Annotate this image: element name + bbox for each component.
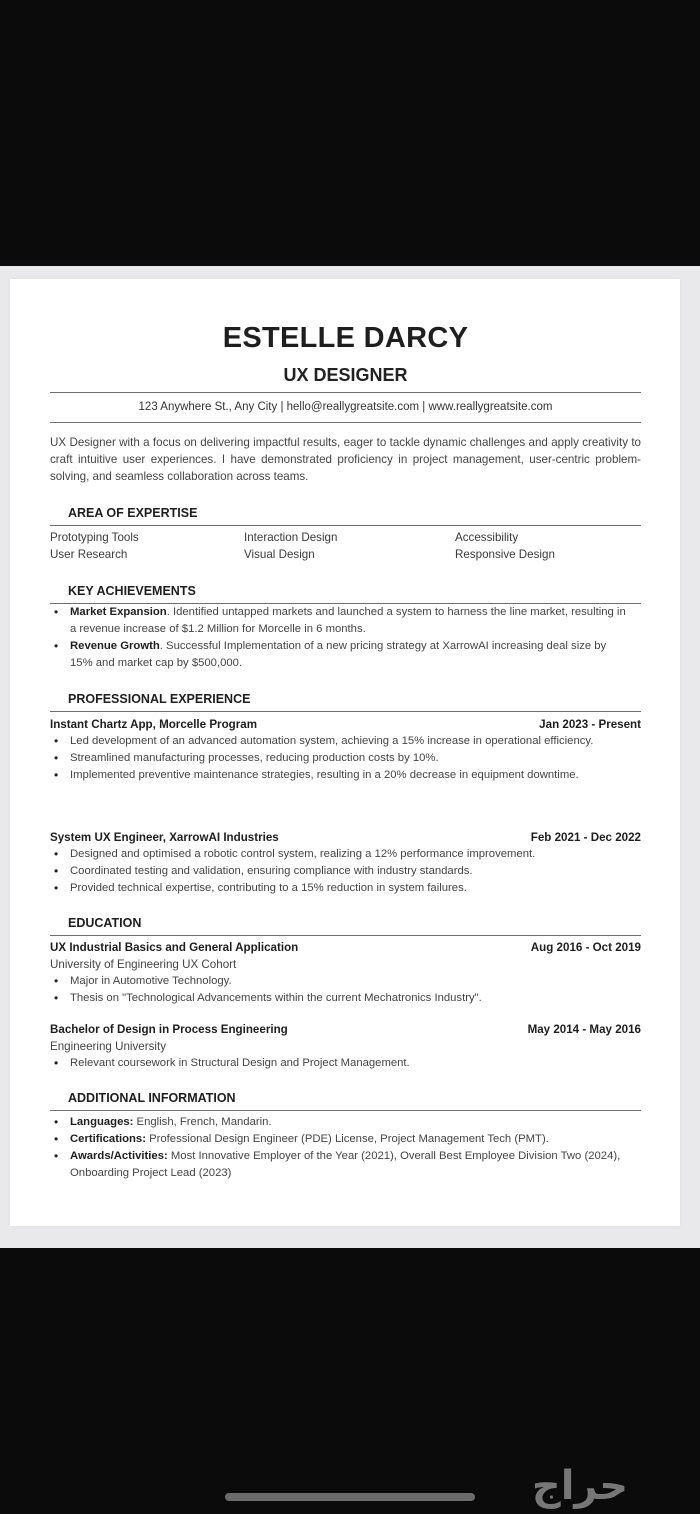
expertise-item: Responsive Design bbox=[455, 548, 555, 561]
degree: UX Industrial Basics and General Application bbox=[50, 941, 299, 954]
degree: Bachelor of Design in Process Engineering bbox=[50, 1023, 288, 1036]
job-role: Instant Chartz App, Morcelle Program bbox=[50, 718, 258, 731]
home-indicator-bar[interactable] bbox=[225, 1493, 475, 1501]
education-header bbox=[50, 1021, 641, 1038]
education-header bbox=[50, 939, 641, 956]
school: University of Engineering UX Cohort bbox=[50, 958, 237, 971]
additional-text: Most Innovative Employer of the Year (2021), Overall Best Employee Division Two (2024), Onboarding Project Lead (2023) bbox=[70, 1150, 621, 1179]
job-bullets bbox=[50, 846, 630, 897]
job-bullet: • Led development of an advanced automation system, achieving a 15% increase in operational efficiency. bbox=[70, 733, 630, 750]
additional-label: Certifications: bbox=[70, 1133, 146, 1145]
achievements-list bbox=[50, 604, 630, 672]
job-bullet: • Streamlined manufacturing processes, reducing production costs by 10%. bbox=[70, 750, 630, 767]
expertise-column bbox=[50, 529, 139, 563]
contact-info: 123 Anywhere St., Any City | hello@reallygreatsite.com | www.reallygreatsite.com bbox=[138, 401, 553, 413]
expertise-item: User Research bbox=[50, 548, 128, 561]
education-bullet: • Relevant coursework in Structural Design and Project Management. bbox=[70, 1055, 630, 1072]
job-header bbox=[50, 716, 641, 733]
haraj-watermark-logo: حراج bbox=[531, 1463, 629, 1509]
education-bullets bbox=[50, 1055, 630, 1072]
additional-item bbox=[70, 1114, 630, 1131]
job-bullet: • Implemented preventive maintenance strategies, resulting in a 20% decrease in equipment downtime. bbox=[70, 767, 630, 784]
expertise-column bbox=[244, 529, 337, 563]
section-heading-additional: ADDITIONAL INFORMATION bbox=[50, 1091, 641, 1111]
job-bullets bbox=[50, 733, 630, 784]
job-dates: Jan 2023 - Present bbox=[539, 718, 641, 731]
job-header bbox=[50, 829, 641, 846]
additional-item bbox=[70, 1131, 630, 1148]
job-dates: Feb 2021 - Dec 2022 bbox=[530, 831, 641, 844]
additional-text: English, French, Mandarin. bbox=[133, 1116, 272, 1128]
job-bullet: • Designed and optimised a robotic control system, realizing a 12% performance improvement. bbox=[70, 846, 630, 863]
top-black-area bbox=[0, 0, 700, 266]
achievement-label: Market Expansion bbox=[70, 606, 167, 618]
job-title: UX DESIGNER bbox=[283, 365, 408, 385]
additional-label: Awards/Activities: bbox=[70, 1150, 168, 1162]
achievement-item bbox=[70, 604, 630, 638]
achievement-text: . Successful Implementation of a new pricing strategy at XarrowAI increasing deal size by 15% and market cap by $500,000. bbox=[70, 640, 607, 669]
expertise-item: Interaction Design bbox=[244, 531, 338, 544]
education-dates: Aug 2016 - Oct 2019 bbox=[530, 941, 641, 954]
additional-list bbox=[50, 1114, 630, 1182]
job-bullet: • Coordinated testing and validation, ensuring compliance with industry standards. bbox=[70, 863, 630, 880]
candidate-name: ESTELLE DARCY bbox=[222, 322, 469, 354]
achievement-label: Revenue Growth bbox=[70, 640, 160, 652]
divider bbox=[50, 422, 641, 423]
job-bullet: • Provided technical expertise, contributing to a 15% reduction in system failures. bbox=[70, 880, 630, 897]
section-heading-education: EDUCATION bbox=[50, 916, 641, 936]
section-heading-expertise: AREA OF EXPERTISE bbox=[50, 506, 641, 526]
school: Engineering University bbox=[50, 1040, 166, 1053]
education-bullets bbox=[50, 973, 630, 1007]
job-role: System UX Engineer, XarrowAI Industries bbox=[50, 831, 279, 844]
achievement-item bbox=[70, 638, 630, 672]
additional-text: Professional Design Engineer (PDE) License, Project Management Tech (PMT). bbox=[145, 1133, 549, 1145]
expertise-item: Accessibility bbox=[455, 531, 519, 544]
expertise-item: Visual Design bbox=[244, 548, 315, 561]
profile-summary: UX Designer with a focus on delivering impactful results, eager to tackle dynamic challenges and apply creativity to craft intuitive user experiences. I have demonstrated proficiency in project management, user-centric problem-solving, and seamless collaboration across teams. bbox=[50, 436, 641, 483]
expertise-column bbox=[455, 529, 555, 563]
education-bullet: • Major in Automotive Technology. bbox=[70, 973, 630, 990]
divider bbox=[50, 392, 641, 393]
education-bullet: • Thesis on "Technological Advancements within the current Mechatronics Industry". bbox=[70, 990, 630, 1007]
additional-item bbox=[70, 1148, 630, 1182]
section-heading-experience: PROFESSIONAL EXPERIENCE bbox=[50, 692, 641, 712]
additional-label: Languages: bbox=[70, 1116, 134, 1128]
achievement-text: . Identified untapped markets and launched a system to harness the line market, resulting in a revenue increase of $1.2 Million for Morcelle in 6 months. bbox=[70, 606, 626, 635]
section-heading-achievements: KEY ACHIEVEMENTS bbox=[50, 584, 641, 604]
education-dates: May 2014 - May 2016 bbox=[527, 1023, 641, 1036]
expertise-item: Prototyping Tools bbox=[50, 531, 139, 544]
